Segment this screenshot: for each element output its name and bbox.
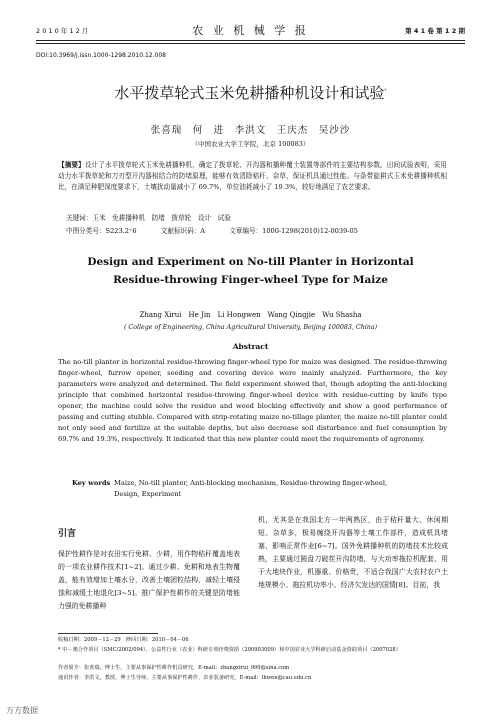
abstract-english-text: The no-till planter in horizontal residue-throwing finger-wheel type for maize was designed. The residue-throwing finger-wheel, furrow opener, seeding and covering device were mainly analyzed. Furthermore, the key parameters were analyzed and determined. The field experiment showed that, though adopting the anti-blocking principle that combined horizontal residue-throwing finger-wheel device with residue-cutting by knife type opener, the machine could solve the residue and weed blocking effectively and show a good performance of passing and cutting stubble. Compared with strip-rotating maize no-tillage planter, the maize no-till planter could not only seed and fertilize at the suitable depths, but also decrease soil disturbance and fuel consumption by 69.7% and 19.3%, respectively. It indicated that this new planter could meet the requirements of agronomy.: [58, 358, 447, 443]
keywords-english: [72, 478, 447, 500]
title-footnote-mark: *: [384, 89, 387, 94]
header-rule-thick: [36, 40, 465, 41]
header-rule-thin: [36, 43, 465, 44]
keywords-english-line1: Maize, No-till planter, Anti-blocking mechanism, Residue-throwing finger-wheel,: [114, 479, 388, 487]
footnote-received: 收稿日期：2009－12－29 修回日期：2010－04－06: [58, 637, 189, 643]
affiliation-chinese: （中国农业大学工学院，北京 100083）: [191, 140, 310, 148]
title-english-line2: Residue-throwing Finger-wheel Type for Maize: [113, 274, 388, 286]
title-chinese: [36, 82, 465, 103]
keywords-english-line2: Design, Experiment: [114, 490, 182, 498]
journal-name: 农 业 机 械 学 报: [192, 24, 309, 37]
clc-number: 中图分类号：S223.2⁺6: [66, 227, 137, 235]
footnote-corresponding: 通讯作者：李洪文，教授，博士生导师，主要从事保护性耕作、农业装备研究，E-mail：lhwen@cau.edu.cn: [58, 675, 312, 681]
footnote-rule: [58, 633, 158, 634]
classification-line: [66, 225, 380, 235]
title-chinese-text: 水平拨草轮式玉米免耕播种机设计和试验: [114, 84, 385, 102]
keywords-english-label: Key words: [72, 479, 111, 487]
affiliation-english: ( College of Engineering, China Agricultural University, Beijing 100083, China): [123, 324, 378, 331]
authors-english: Zhang Xirui He Jin Li Hongwen Wang Qingjie Wu Shasha: [139, 311, 362, 319]
document-code: 文献标识码：A: [160, 227, 206, 235]
abstract-chinese: [58, 160, 447, 193]
running-header: [36, 22, 465, 38]
title-english: [36, 253, 465, 289]
title-english-line1: Design and Experiment on No-till Planter in Horizontal: [87, 256, 414, 268]
intro-left-column: 保护性耕作是对农田实行免耕、少耕，用作物秸秆覆盖地表的一项农业耕作技术[1~2]。通过少耕、免耕和地表生物覆盖，能有效增加土壤水分，改善土壤团粒结构，减轻土壤侵蚀和减缓土地退化[3~5]。推广保护性耕作的关键是防堵能力强的免耕播种: [58, 550, 240, 610]
abstract-english-heading: Abstract: [232, 342, 269, 351]
abstract-chinese-text: 设计了水平拨草轮式玉米免耕播种机，确定了拨草轮、开沟器和播种覆土装置等部件的主要结构参数。田间试验表明，采用动力水平拨草轮和刀刃型开沟器相结合的防堵原理，能够有效清除秸秆、杂草，保证机具通过性能。与条带旋耕式玉米免耕播种机相比，在满足种肥深度要求下，土壤扰动量减小了 69.7%，单位油耗减小了 19.3%，较好地满足了农艺要求。: [58, 161, 448, 191]
watermark: 万方数据: [6, 706, 38, 715]
issue-date: 2 0 1 0 年 1 2 月: [36, 27, 89, 35]
section-heading-introduction: 引言: [58, 529, 77, 539]
intro-right-column: 机，尤其是在我国北方一年两熟区，由于秸秆量大、休闲期短、杂草多，极易缠绕开沟器等土壤工作部件，造成机具堵塞，影响正常作业[6~7]。国外免耕播种机的防堵技术比较成熟，主要通过圆盘刀破茬开沟防堵，与大功率拖拉机配套，用于大地块作业，机器重、价格贵，不适合我国广大农村农户土地规模小、拖拉机功率小、经济欠发达的国情[8]。目前，我: [258, 516, 448, 589]
footnote-author: 作者简介：张喜瑞，博士生，主要从事保护性耕作机具研究，E-mail：zhangxirui_999@sina.com: [58, 665, 290, 671]
keywords-chinese: 关键词：玉米 免耕播种机 防堵 拨草轮 设计 试验: [66, 214, 231, 222]
abstract-chinese-label: 【摘要】: [58, 161, 85, 169]
article-number: 文章编号：1000-1298(2010)12-0039-05: [229, 227, 358, 235]
doi-line[interactable]: DOI:10.3969/j.issn.1000-1298.2010.12.008: [36, 52, 166, 59]
footnote-funding: * 中－澳合作项目（SMC/2002/094）、公益性行业（农业）科研专项经费资助（200903009）和中国农业大学科研启动基金资助项目（2007028）: [58, 647, 401, 653]
volume-issue: 第 4 1 卷 第 1 2 期: [405, 27, 465, 35]
authors-chinese: 张喜瑞 何 进 李洪文 王庆杰 吴沙沙: [150, 125, 351, 136]
